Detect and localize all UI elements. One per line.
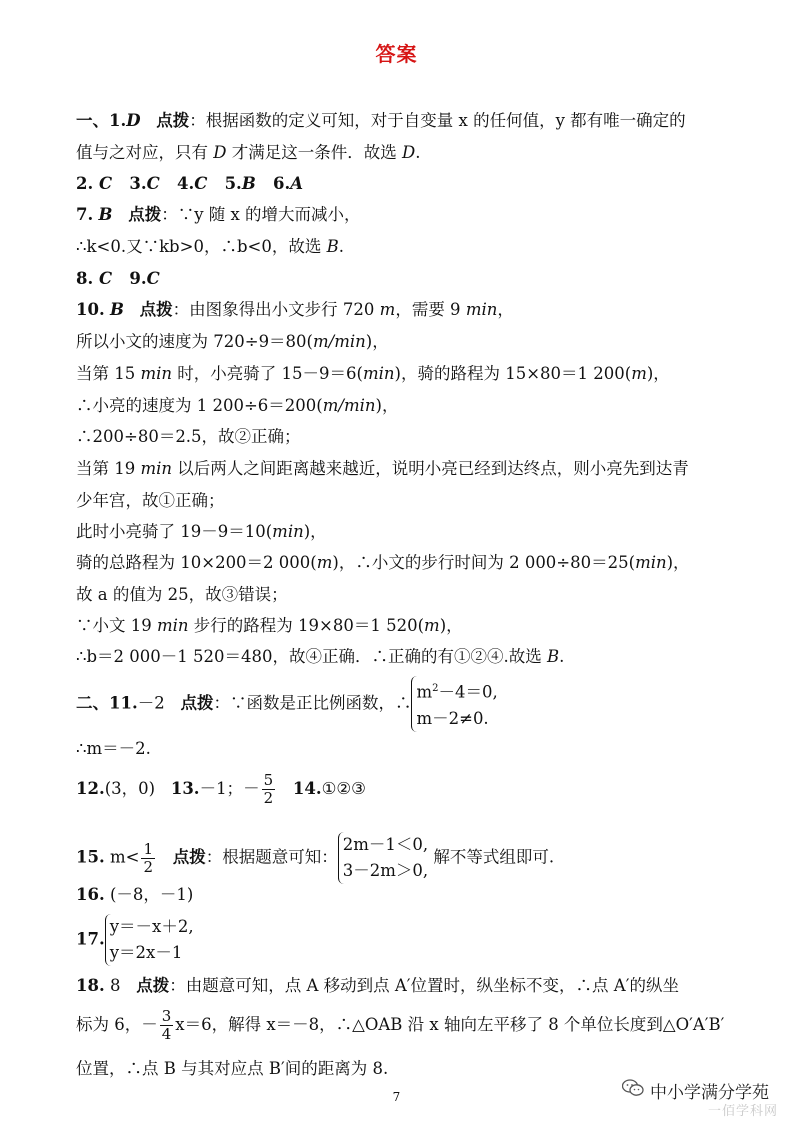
line-text: 骑的总路程为 10×200＝2 000(	[76, 553, 317, 572]
line-text: 当第 15	[76, 364, 141, 383]
line-text: ：由题意可知，点 A 移动到点 A′位置时，纵坐标不变，∴点 A′的纵坐	[169, 976, 679, 995]
unit: m	[316, 553, 333, 572]
answer-line-6	[76, 268, 160, 290]
line-end: .	[415, 143, 421, 162]
question-number: 二、11.	[76, 693, 138, 713]
line-text: 位置，∴点 B 与其对应点 B′间的距离为 8.	[76, 1059, 389, 1078]
line-text: ∴200÷80＝2.5，故②正确；	[76, 427, 301, 446]
line-text: ∴m＝－2.	[76, 739, 151, 758]
exponent: 2	[432, 683, 439, 694]
answer-line-24	[76, 914, 194, 966]
unit: m	[379, 300, 396, 319]
answer: (－8，－1)	[109, 885, 194, 904]
question-number: 7.	[76, 205, 94, 224]
numerator: 3	[161, 1007, 172, 1025]
answer-line-21	[76, 772, 366, 807]
answer: －	[243, 779, 260, 798]
hint-label: 点拨	[136, 976, 170, 995]
equation-row: y＝2x－1	[109, 943, 183, 962]
equation-system	[105, 914, 194, 966]
answer-line-20	[76, 738, 151, 760]
site-watermark: 一佰学科网	[708, 1104, 779, 1119]
denominator: 2	[143, 857, 153, 876]
unit: min	[157, 616, 189, 635]
answer-line-11	[76, 426, 301, 448]
answer-line-9	[76, 363, 670, 385]
unit: min	[140, 459, 173, 478]
line-text: ，需要 9	[395, 300, 466, 319]
answer-line-4	[76, 204, 361, 226]
answer: C	[146, 269, 160, 288]
answer-line-22	[76, 832, 554, 884]
answer: 8	[109, 976, 121, 995]
line-end: )，	[303, 522, 327, 541]
equation-part: m	[416, 682, 433, 702]
answer-line-2	[76, 142, 420, 164]
equation-system	[411, 676, 497, 732]
line-end: ，	[497, 300, 514, 319]
answer-line-7	[76, 299, 514, 321]
answer: B	[326, 237, 339, 256]
answer: B	[241, 174, 256, 193]
equation-row: 3－2m＞0,	[342, 861, 429, 880]
variable: D	[213, 143, 227, 162]
line-text: 此时小亮骑了 19－9＝10(	[76, 522, 273, 541]
hint-label: 点拨	[128, 205, 162, 224]
line-text: 当第 19	[76, 459, 141, 478]
answer: m<	[109, 847, 140, 867]
answer-line-13	[76, 490, 225, 512]
line-text: 时，小亮骑了 15－9＝6(	[172, 364, 363, 383]
hint-label: 点拨	[156, 111, 190, 130]
denominator: 2	[263, 789, 274, 807]
line-text: 故 a 的值为 25，故③错误；	[76, 585, 288, 604]
line-end: )，	[439, 616, 463, 635]
page-number: 7	[392, 1090, 401, 1104]
question-number: 18.	[76, 976, 105, 995]
answer: C	[98, 174, 113, 193]
fraction	[160, 1008, 174, 1043]
unit: m	[424, 616, 440, 635]
answer: B	[547, 647, 560, 666]
line-text: ：∵函数是正比例函数，∴	[213, 693, 412, 713]
answer-line-25	[76, 975, 679, 997]
line-text: 所以小文的速度为 720÷9＝80(	[76, 332, 313, 351]
numerator: 1	[143, 839, 153, 858]
answer: C	[98, 269, 113, 288]
question-number: 12.	[76, 779, 105, 798]
answer: (3，0)	[104, 779, 156, 798]
line-text: 少年宫，故①正确；	[76, 491, 225, 510]
page-title: 答案	[375, 42, 418, 66]
numerator: 5	[263, 771, 274, 789]
unit: m/min	[313, 332, 366, 351]
line-end: )，	[666, 553, 690, 572]
answer: C	[194, 174, 208, 193]
line-text: 步行的路程为 19×80＝1 520(	[188, 616, 425, 635]
line-end: )，	[646, 364, 670, 383]
answer: ①②③	[321, 779, 366, 798]
question-number: 14.	[292, 779, 322, 798]
answer-line-1	[76, 110, 686, 132]
equation-row: m－2≠0.	[416, 708, 489, 728]
answer-line-23	[76, 884, 193, 906]
line-text: ：由图象得出小文步行 720	[172, 300, 380, 319]
unit: min	[635, 553, 667, 572]
hint-label: 点拨	[180, 693, 214, 713]
answer-line-27	[76, 1058, 388, 1080]
question-number: 15.	[76, 847, 105, 867]
answer-line-5	[76, 236, 344, 258]
inequality-system	[338, 832, 428, 884]
wechat-icon	[622, 1079, 644, 1102]
answer: －1；	[199, 779, 244, 798]
line-text: ：根据函数的定义可知，对于自变量 x 的任何值，y 都有唯一确定的	[189, 111, 686, 130]
fraction	[141, 841, 155, 876]
answer: C	[146, 174, 160, 193]
unit: m	[631, 364, 647, 383]
hint-label: 点拨	[139, 300, 173, 319]
answer-line-10	[76, 395, 398, 417]
question-number: 16.	[76, 885, 105, 904]
question-number: 4.	[176, 174, 195, 193]
line-text: 以后两人之间距离越来越近，说明小亮已经到达终点，则小亮先到达青	[172, 459, 689, 478]
line-text: ：根据题意可知：	[205, 847, 338, 867]
question-number: 10.	[76, 300, 105, 319]
unit: min	[362, 364, 395, 383]
equation-row: 2m－1＜0,	[342, 835, 429, 854]
line-text: 解不等式组即可.	[428, 847, 555, 867]
line-text: ：∵y 随 x 的增大而减小，	[161, 205, 361, 224]
line-text: ∴b＝2 000－1 520＝480，故④正确．∴正确的有①②④.故选	[76, 647, 548, 666]
watermark-text: 中小学满分学苑	[650, 1083, 769, 1103]
equation-row	[416, 676, 497, 706]
unit: min	[140, 364, 173, 383]
line-text: )，∴小文的步行时间为 2 000÷80＝25(	[332, 553, 636, 572]
answer-line-12	[76, 458, 689, 480]
hint-label: 点拨	[172, 847, 206, 867]
answer-line-26	[76, 1008, 724, 1043]
unit: min	[465, 300, 498, 319]
fraction	[262, 772, 276, 807]
equation-row: y＝－x＋2,	[109, 917, 194, 936]
question-number: 13.	[170, 779, 200, 798]
line-text: x＝6，解得 x＝－8，∴△OAB 沿 x 轴向左平移了 8 个单位长度到△O′A′B′	[175, 1015, 725, 1034]
answer: B	[109, 300, 124, 319]
denominator: 4	[161, 1025, 172, 1043]
question-number: 3.	[129, 174, 147, 193]
answer: D	[401, 143, 416, 162]
answer-line-19	[76, 676, 498, 732]
line-text: ∴k<0.又∵kb>0，∴b<0，故选	[76, 237, 327, 256]
line-end: .	[338, 237, 344, 256]
answer-line-14	[76, 521, 327, 543]
line-end: )，	[375, 396, 399, 415]
answer-line-17	[76, 615, 463, 637]
equation-part: －4＝0,	[438, 682, 498, 702]
answer-line-15	[76, 552, 690, 574]
line-text: ∵小文 19	[76, 616, 157, 635]
line-text: ∴小亮的速度为 1 200÷6＝200(	[76, 396, 323, 415]
line-end: )，	[365, 332, 389, 351]
line-text: )，骑的路程为 15×80＝1 200(	[394, 364, 632, 383]
question-number: 17.	[76, 929, 105, 949]
question-number: 6.	[273, 174, 291, 193]
question-number: 2.	[76, 174, 94, 193]
answer-line-8	[76, 331, 389, 353]
answer: D	[126, 111, 141, 130]
line-text: 值与之对应，只有	[76, 143, 214, 162]
answer-line-18	[76, 646, 564, 668]
unit: m/min	[322, 396, 376, 415]
question-number: 8.	[76, 269, 94, 288]
question-number: 一、1.	[76, 111, 127, 130]
answer: －2	[137, 693, 165, 713]
question-number: 5.	[224, 174, 242, 193]
line-text: 标为 6，－	[76, 1015, 158, 1034]
answer: B	[98, 205, 113, 224]
answer-line-16	[76, 584, 288, 606]
question-number: 9.	[129, 269, 147, 288]
answer-line-3	[76, 173, 303, 195]
answer: A	[290, 174, 304, 193]
line-end: .	[559, 647, 565, 666]
unit: min	[272, 522, 304, 541]
line-text: 才满足这一条件．故选	[226, 143, 402, 162]
